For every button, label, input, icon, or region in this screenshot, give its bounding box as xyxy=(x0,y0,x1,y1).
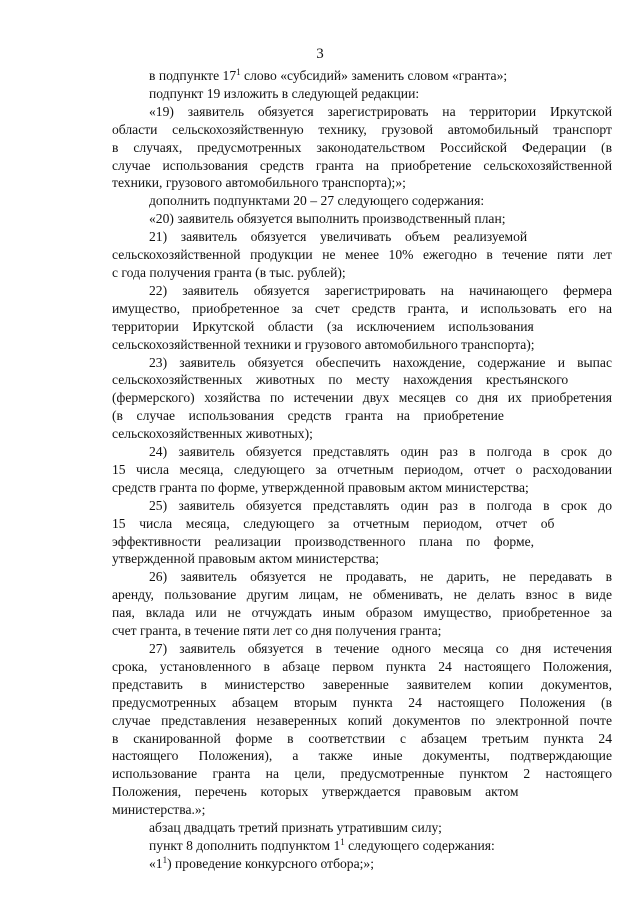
paragraph-19: «19) заявитель обязуется зарегистрировать на территории Иркутской области сельскохозяйственную технику, грузовой автомобильный транспорт в случаях, предусмотренных законодательством Российской Федерации (в случае использования средств гранта на приобретение сельскохозяйственной техники, грузового автомобильного транспорта);»; xyxy=(112,103,612,191)
amendment-line-19: подпункт 19 изложить в следующей редакции: xyxy=(149,85,420,101)
superscript: 1 xyxy=(236,67,241,77)
paragraph-25: 25) заявитель обязуется представлять один раз в полгода в срок до 15 числа месяца, следующего за отчетным периодом, отчет об эффективности реализации производственного плана по форме, утвержденной правовым актом министерства; xyxy=(112,497,612,567)
amendment-line-add: дополнить подпунктами 20 – 27 следующего содержания: xyxy=(149,193,485,209)
paragraph-22: 22) заявитель обязуется зарегистрировать на начинающего фермера имущество, приобретенное за счет средств гранта, и использовать его на территории Иркутской области (за исключением использования сельскохозяйственной техники и грузового автомобильного транспорта); xyxy=(112,282,612,352)
superscript: 1 xyxy=(162,854,168,865)
paragraph-21: 21) заявитель обязуется увеличивать объем реализуемой сельскохозяйственной продукции не менее 10% ежегодно в течение пяти лет с года получения гранта (в тыс. рублей); xyxy=(112,229,612,280)
page-number: 3 xyxy=(316,46,324,62)
amendment-line-abz: абзац двадцать третий признать утратившим силу; xyxy=(149,820,442,836)
paragraph-23: 23) заявитель обязуется обеспечить нахождение, содержание и выпас сельскохозяйственных животных по месту нахождения крестьянского (фермерского) хозяйства по истечении двух месяцев со дня их приобретения (в случае использования средств гранта на приобретение сельскохозяйственных животных); xyxy=(112,354,612,442)
paragraph-27: 27) заявитель обязуется в течение одного месяца со дня истечения срока, установленного в абзаце первом пункта 24 настоящего Положения, представить в министерство заверенные заявителем копии документов, предусмотренных абзацем вторым пункта 24 настоящего Положения (в случае представления незаверенных копий документов по электронной почте в сканированной форме в соответствии с абзацем третьим пункта 24 настоящего Положения), а также иные документы, подтверждающие использование гранта на цели, предусмотренные пунктом 2 настоящего Положения, перечень которых утверждается правовым актом министерства.»; xyxy=(112,641,612,818)
document-body xyxy=(112,67,612,873)
amendment-line-last: «$1^1$) проведение конкурсного отбора;»; xyxy=(149,854,374,871)
paragraph-26: 26) заявитель обязуется не продавать, не дарить, не передавать в аренду, пользование другим лицам, не обменивать, не делать взнос в виде пая, вклада или не отчуждать иным образом имущество, приобретенное за счет гранта, в течение пяти лет со дня получения гранта; xyxy=(112,569,612,639)
superscript: 1 xyxy=(340,836,345,847)
amendment-line-17: в подпункте $17^1$ слово «субсидий» заменить словом «гранта»; xyxy=(149,67,508,83)
amendment-line-p8: пункт 8 дополнить подпунктом $1^1$ следующего содержания: xyxy=(149,836,495,853)
paragraph-24: 24) заявитель обязуется представлять один раз в полгода в срок до 15 числа месяца, следующего за отчетным периодом, отчет о расходовании средств гранта по форме, утвержденной правовым актом министерства; xyxy=(112,444,612,495)
paragraph-20: «20) заявитель обязуется выполнить производственный план; xyxy=(149,211,506,227)
